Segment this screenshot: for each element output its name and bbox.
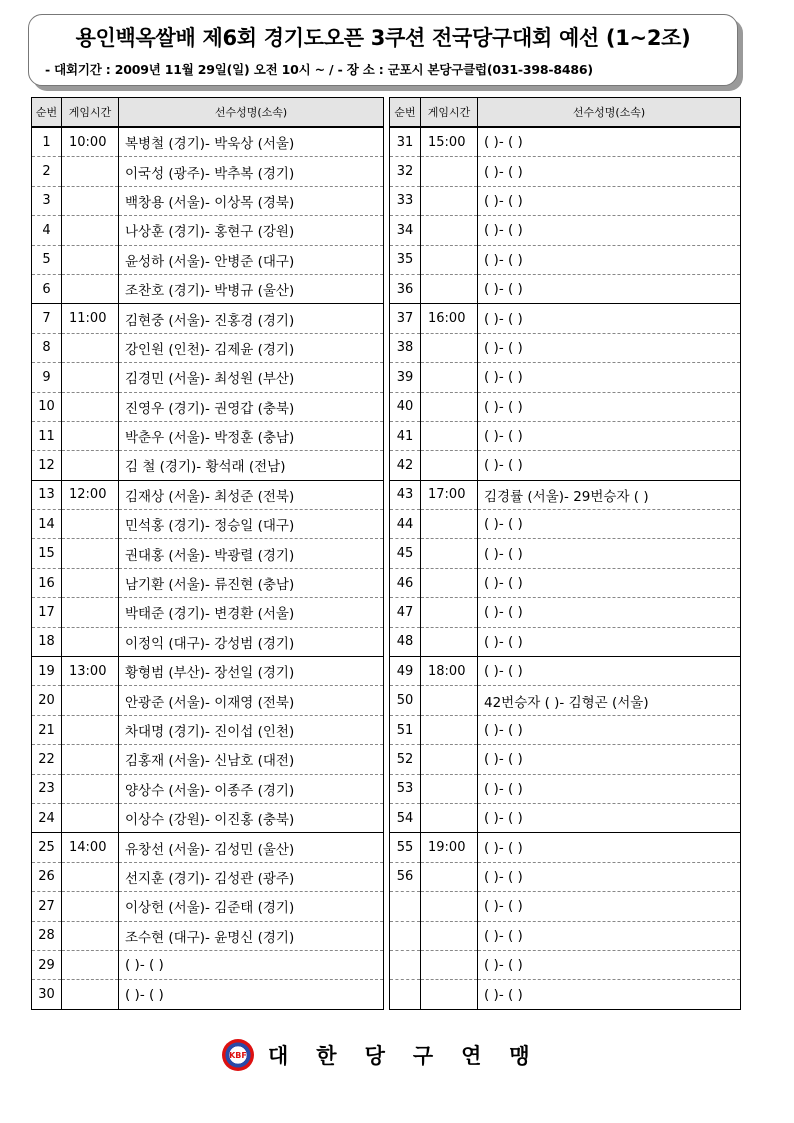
game-time xyxy=(421,980,478,1009)
match-number: 23 xyxy=(32,774,62,803)
match-number: 33 xyxy=(390,186,421,215)
player-pair: 김경률 (서울)- 29번승자 ( ) xyxy=(478,480,741,509)
player-pair: 42번승자 ( )- 김형곤 (서울) xyxy=(478,686,741,715)
match-number: 1 xyxy=(32,127,62,157)
player-pair: ( )- ( ) xyxy=(478,363,741,392)
player-pair: 양상수 (서울)- 이종주 (경기) xyxy=(119,774,384,803)
table-row xyxy=(390,745,741,774)
table-row xyxy=(390,510,741,539)
match-number xyxy=(390,921,421,950)
game-time xyxy=(421,774,478,803)
game-time: 16:00 xyxy=(421,304,478,333)
player-pair: ( )- ( ) xyxy=(478,892,741,921)
game-time xyxy=(62,598,119,627)
game-time xyxy=(421,451,478,480)
table-row xyxy=(390,598,741,627)
game-time xyxy=(62,539,119,568)
match-number: 26 xyxy=(32,862,62,891)
table-row xyxy=(390,304,741,333)
table-row xyxy=(390,715,741,744)
table-row xyxy=(32,921,384,950)
game-time: 11:00 xyxy=(62,304,119,333)
table-row xyxy=(32,627,384,656)
table-row xyxy=(390,686,741,715)
table-row xyxy=(390,157,741,186)
player-pair: 이국성 (광주)- 박추복 (경기) xyxy=(119,157,384,186)
table-row xyxy=(32,598,384,627)
match-number: 18 xyxy=(32,627,62,656)
game-time xyxy=(421,392,478,421)
player-pair: ( )- ( ) xyxy=(478,127,741,157)
game-time xyxy=(62,745,119,774)
player-pair: ( )- ( ) xyxy=(478,539,741,568)
table-row xyxy=(32,245,384,274)
table-row xyxy=(390,568,741,597)
logo-text: KBF xyxy=(229,1050,247,1060)
match-number: 14 xyxy=(32,510,62,539)
match-number: 28 xyxy=(32,921,62,950)
game-time xyxy=(421,715,478,744)
page-title: 용인백옥쌀배 제6회 경기도오픈 3쿠션 전국당구대회 예선 (1~2조) xyxy=(75,26,691,50)
match-number: 34 xyxy=(390,216,421,245)
player-pair: 진영우 (경기)- 권영갑 (충북) xyxy=(119,392,384,421)
game-time xyxy=(62,274,119,303)
match-number xyxy=(390,950,421,979)
table-row xyxy=(32,421,384,450)
match-number: 32 xyxy=(390,157,421,186)
player-pair: 윤성하 (서울)- 안병준 (대구) xyxy=(119,245,384,274)
table-row xyxy=(390,803,741,832)
match-number: 22 xyxy=(32,745,62,774)
player-pair: 조수현 (대구)- 윤명신 (경기) xyxy=(119,921,384,950)
schedule-table-right xyxy=(389,97,741,1010)
game-time xyxy=(421,568,478,597)
game-time: 13:00 xyxy=(62,657,119,686)
game-time xyxy=(421,950,478,979)
player-pair: 이정익 (대구)- 강성범 (경기) xyxy=(119,627,384,656)
game-time xyxy=(62,892,119,921)
match-number: 53 xyxy=(390,774,421,803)
table-row xyxy=(32,392,384,421)
game-time xyxy=(421,274,478,303)
table-row xyxy=(390,480,741,509)
game-time xyxy=(62,186,119,215)
match-number: 4 xyxy=(32,216,62,245)
player-pair: 이상헌 (서울)- 김준태 (경기) xyxy=(119,892,384,921)
match-number: 51 xyxy=(390,715,421,744)
schedule-rows-right xyxy=(390,127,741,1009)
player-pair: ( )- ( ) xyxy=(478,274,741,303)
table-row xyxy=(32,950,384,979)
player-pair: 김경민 (서울)- 최성원 (부산) xyxy=(119,363,384,392)
game-time xyxy=(421,686,478,715)
match-number: 39 xyxy=(390,363,421,392)
game-time xyxy=(62,333,119,362)
player-pair: 민석홍 (경기)- 정승일 (대구) xyxy=(119,510,384,539)
game-time xyxy=(421,333,478,362)
table-row xyxy=(32,333,384,362)
player-pair: 유창선 (서울)- 김성민 (울산) xyxy=(119,833,384,862)
table-row xyxy=(32,186,384,215)
event-info: - 대회기간 : 2009년 11월 29일(일) 오전 10시 ~ / - 장 소 : 군포시 본당구클럽(031-398-8486) xyxy=(45,62,593,77)
match-number: 2 xyxy=(32,157,62,186)
game-time xyxy=(62,245,119,274)
table-row xyxy=(32,862,384,891)
match-number: 43 xyxy=(390,480,421,509)
game-time xyxy=(421,245,478,274)
player-pair: ( )- ( ) xyxy=(478,245,741,274)
match-number: 35 xyxy=(390,245,421,274)
match-number: 6 xyxy=(32,274,62,303)
player-pair: ( )- ( ) xyxy=(478,421,741,450)
footer xyxy=(222,1038,558,1072)
table-row xyxy=(390,186,741,215)
player-pair: ( )- ( ) xyxy=(478,510,741,539)
game-time xyxy=(62,421,119,450)
table-row xyxy=(390,245,741,274)
player-pair: ( )- ( ) xyxy=(478,745,741,774)
player-pair: 차대명 (경기)- 진이섭 (인천) xyxy=(119,715,384,744)
table-row xyxy=(32,745,384,774)
player-pair: 강인원 (인천)- 김제윤 (경기) xyxy=(119,333,384,362)
game-time xyxy=(421,421,478,450)
table-row xyxy=(390,657,741,686)
table-row xyxy=(390,950,741,979)
player-pair: ( )- ( ) xyxy=(478,186,741,215)
player-pair: 김 철 (경기)- 황석래 (전남) xyxy=(119,451,384,480)
table-row xyxy=(32,657,384,686)
table-row xyxy=(390,333,741,362)
match-number: 31 xyxy=(390,127,421,157)
column-header-player: 선수성명(소속) xyxy=(478,98,741,128)
match-number: 19 xyxy=(32,657,62,686)
player-pair: ( )- ( ) xyxy=(478,803,741,832)
player-pair: ( )- ( ) xyxy=(478,627,741,656)
kbf-logo-icon xyxy=(222,1039,254,1071)
table-row xyxy=(32,774,384,803)
match-number: 38 xyxy=(390,333,421,362)
player-pair: 이상수 (강원)- 이진홍 (충북) xyxy=(119,803,384,832)
table-row xyxy=(32,363,384,392)
player-pair: ( )- ( ) xyxy=(119,950,384,979)
table-row xyxy=(390,216,741,245)
player-pair: 김현중 (서울)- 진홍경 (경기) xyxy=(119,304,384,333)
player-pair: ( )- ( ) xyxy=(478,304,741,333)
match-number xyxy=(390,980,421,1009)
match-number: 55 xyxy=(390,833,421,862)
game-time xyxy=(62,774,119,803)
player-pair: 박춘우 (서울)- 박정훈 (충남) xyxy=(119,421,384,450)
match-number: 13 xyxy=(32,480,62,509)
game-time xyxy=(62,510,119,539)
table-row xyxy=(32,892,384,921)
player-pair: ( )- ( ) xyxy=(478,451,741,480)
game-time: 18:00 xyxy=(421,657,478,686)
match-number: 7 xyxy=(32,304,62,333)
table-row xyxy=(390,539,741,568)
table-row xyxy=(32,216,384,245)
table-row xyxy=(32,274,384,303)
game-time xyxy=(62,216,119,245)
player-pair: 복병철 (경기)- 박욱상 (서울) xyxy=(119,127,384,157)
column-header-time: 게임시간 xyxy=(421,98,478,128)
table-row xyxy=(32,451,384,480)
player-pair: ( )- ( ) xyxy=(478,921,741,950)
player-pair: ( )- ( ) xyxy=(478,598,741,627)
match-number: 5 xyxy=(32,245,62,274)
table-row xyxy=(32,980,384,1009)
game-time xyxy=(421,510,478,539)
game-time xyxy=(421,803,478,832)
match-number: 15 xyxy=(32,539,62,568)
table-row xyxy=(390,862,741,891)
table-row xyxy=(32,304,384,333)
table-row xyxy=(390,363,741,392)
player-pair: ( )- ( ) xyxy=(478,216,741,245)
game-time xyxy=(421,745,478,774)
match-number: 17 xyxy=(32,598,62,627)
player-pair: ( )- ( ) xyxy=(478,950,741,979)
match-number: 3 xyxy=(32,186,62,215)
game-time: 10:00 xyxy=(62,127,119,157)
player-pair: 박태준 (경기)- 변경환 (서울) xyxy=(119,598,384,627)
player-pair: 선지훈 (경기)- 김성관 (광주) xyxy=(119,862,384,891)
column-header-player: 선수성명(소속) xyxy=(119,98,384,128)
match-number: 41 xyxy=(390,421,421,450)
player-pair: 나상훈 (경기)- 홍현구 (강원) xyxy=(119,216,384,245)
match-number: 47 xyxy=(390,598,421,627)
match-number: 40 xyxy=(390,392,421,421)
match-number: 54 xyxy=(390,803,421,832)
game-time xyxy=(421,186,478,215)
game-time xyxy=(421,627,478,656)
game-time xyxy=(62,715,119,744)
player-pair: 권대홍 (서울)- 박광렬 (경기) xyxy=(119,539,384,568)
table-row xyxy=(390,421,741,450)
column-header-no: 순번 xyxy=(390,98,421,128)
match-number: 24 xyxy=(32,803,62,832)
table-row xyxy=(390,392,741,421)
player-pair: ( )- ( ) xyxy=(478,715,741,744)
player-pair: 김홍재 (서울)- 신남호 (대전) xyxy=(119,745,384,774)
game-time xyxy=(421,892,478,921)
column-header-time: 게임시간 xyxy=(62,98,119,128)
player-pair: ( )- ( ) xyxy=(478,862,741,891)
game-time xyxy=(62,157,119,186)
game-time xyxy=(62,363,119,392)
table-row xyxy=(390,627,741,656)
game-time xyxy=(421,157,478,186)
table-row xyxy=(32,480,384,509)
player-pair: 황형범 (부산)- 장선일 (경기) xyxy=(119,657,384,686)
match-number: 21 xyxy=(32,715,62,744)
game-time xyxy=(62,627,119,656)
schedule-table-left xyxy=(31,97,384,1010)
table-row xyxy=(390,774,741,803)
table-row xyxy=(32,157,384,186)
game-time xyxy=(421,216,478,245)
match-number: 29 xyxy=(32,950,62,979)
column-header-no: 순번 xyxy=(32,98,62,128)
match-number: 25 xyxy=(32,833,62,862)
game-time: 17:00 xyxy=(421,480,478,509)
game-time xyxy=(421,598,478,627)
game-time: 14:00 xyxy=(62,833,119,862)
player-pair: ( )- ( ) xyxy=(478,833,741,862)
player-pair: ( )- ( ) xyxy=(478,392,741,421)
match-number: 10 xyxy=(32,392,62,421)
game-time: 19:00 xyxy=(421,833,478,862)
match-number: 46 xyxy=(390,568,421,597)
game-time xyxy=(421,363,478,392)
player-pair: 남기환 (서울)- 류진현 (충남) xyxy=(119,568,384,597)
table-row xyxy=(390,833,741,862)
player-pair: 조찬호 (경기)- 박병규 (울산) xyxy=(119,274,384,303)
match-number: 50 xyxy=(390,686,421,715)
table-row xyxy=(390,451,741,480)
match-number: 37 xyxy=(390,304,421,333)
match-number: 8 xyxy=(32,333,62,362)
player-pair: 백창용 (서울)- 이상목 (경북) xyxy=(119,186,384,215)
table-row xyxy=(32,510,384,539)
player-pair: ( )- ( ) xyxy=(478,980,741,1009)
match-number: 9 xyxy=(32,363,62,392)
game-time xyxy=(62,921,119,950)
game-time xyxy=(62,451,119,480)
organization-name: 대한당구연맹 xyxy=(268,1044,558,1068)
match-number: 20 xyxy=(32,686,62,715)
table-row xyxy=(32,833,384,862)
player-pair: ( )- ( ) xyxy=(478,657,741,686)
game-time xyxy=(421,921,478,950)
title-box xyxy=(28,14,738,86)
match-number: 56 xyxy=(390,862,421,891)
header-row xyxy=(390,98,741,128)
player-pair: ( )- ( ) xyxy=(478,568,741,597)
table-row xyxy=(390,127,741,157)
table-row xyxy=(32,127,384,157)
table-row xyxy=(390,274,741,303)
player-pair: 김재상 (서울)- 최성준 (전북) xyxy=(119,480,384,509)
match-number: 30 xyxy=(32,980,62,1009)
table-row xyxy=(32,686,384,715)
game-time xyxy=(421,539,478,568)
table-row xyxy=(32,803,384,832)
match-number: 48 xyxy=(390,627,421,656)
game-time: 15:00 xyxy=(421,127,478,157)
table-row xyxy=(32,568,384,597)
match-number xyxy=(390,892,421,921)
table-row xyxy=(32,715,384,744)
game-time: 12:00 xyxy=(62,480,119,509)
game-time xyxy=(62,568,119,597)
match-number: 11 xyxy=(32,421,62,450)
player-pair: ( )- ( ) xyxy=(478,157,741,186)
match-number: 45 xyxy=(390,539,421,568)
table-row xyxy=(390,980,741,1009)
player-pair: ( )- ( ) xyxy=(119,980,384,1009)
game-time xyxy=(62,862,119,891)
match-number: 27 xyxy=(32,892,62,921)
table-row xyxy=(32,539,384,568)
table-row xyxy=(390,921,741,950)
game-time xyxy=(421,862,478,891)
match-number: 16 xyxy=(32,568,62,597)
player-pair: 안광준 (서울)- 이재영 (전북) xyxy=(119,686,384,715)
game-time xyxy=(62,803,119,832)
player-pair: ( )- ( ) xyxy=(478,774,741,803)
match-number: 52 xyxy=(390,745,421,774)
game-time xyxy=(62,392,119,421)
table-row xyxy=(390,892,741,921)
schedule-rows-left xyxy=(32,127,384,1009)
match-number: 42 xyxy=(390,451,421,480)
match-number: 12 xyxy=(32,451,62,480)
player-pair: ( )- ( ) xyxy=(478,333,741,362)
game-time xyxy=(62,686,119,715)
game-time xyxy=(62,980,119,1009)
match-number: 49 xyxy=(390,657,421,686)
match-number: 36 xyxy=(390,274,421,303)
game-time xyxy=(62,950,119,979)
match-number: 44 xyxy=(390,510,421,539)
header-row xyxy=(32,98,384,128)
